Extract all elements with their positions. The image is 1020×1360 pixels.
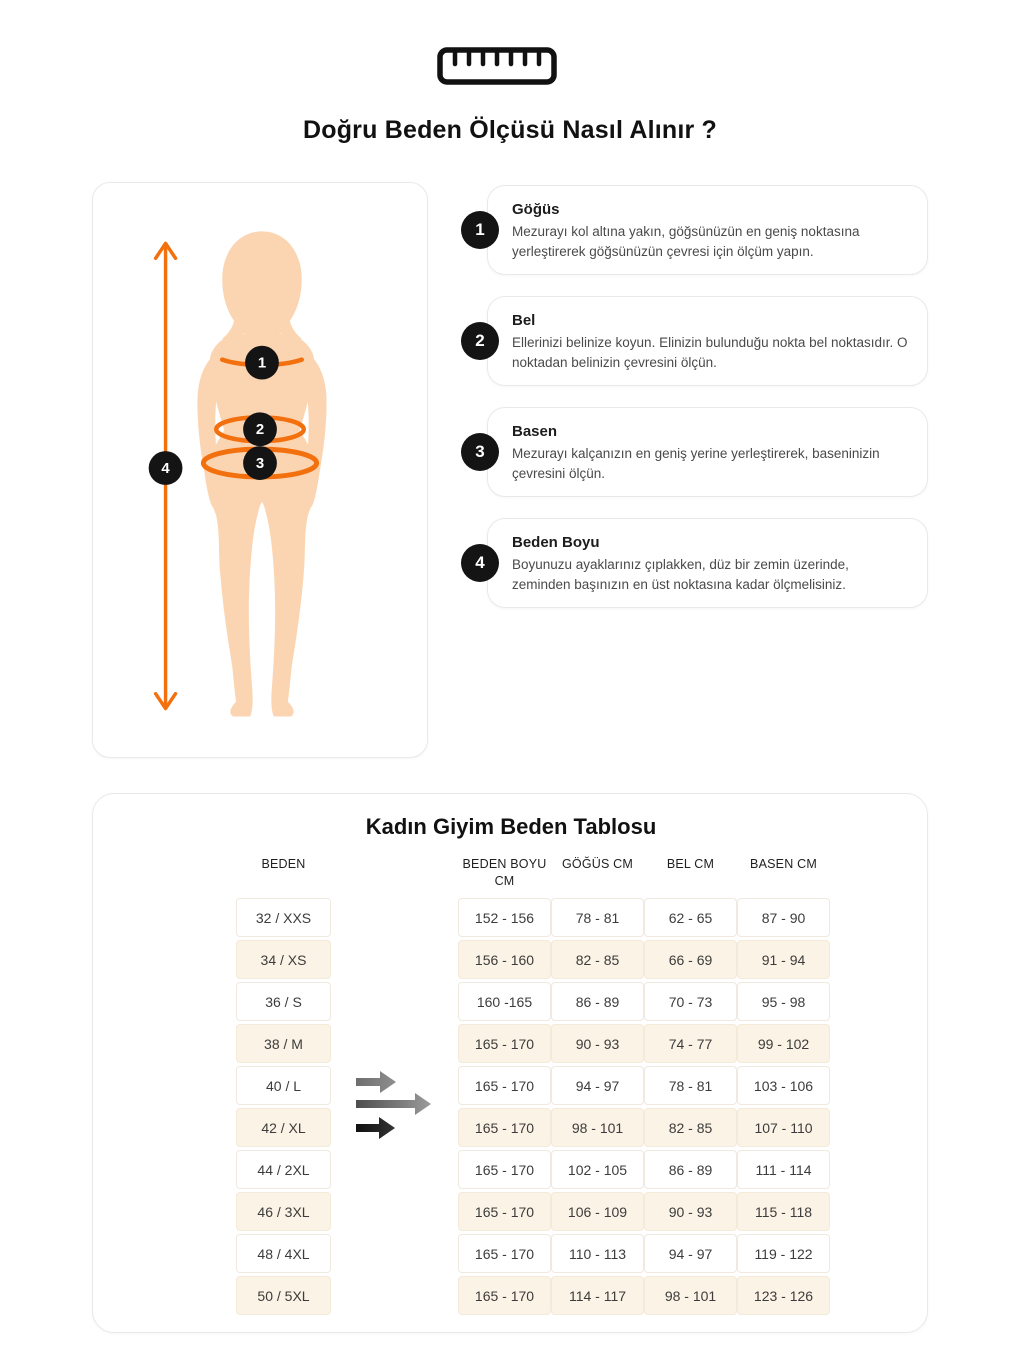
step-number-badge: 1 (461, 211, 499, 249)
size-cell-bel: 70 - 73 (644, 982, 737, 1021)
size-cell-boy: 165 - 170 (458, 1192, 551, 1231)
instruction-title: Göğüs (512, 201, 560, 218)
size-table-data-grid (458, 898, 830, 1315)
step-number-badge: 4 (461, 544, 499, 582)
size-cell-boy: 152 - 156 (458, 898, 551, 937)
svg-text:2: 2 (255, 422, 265, 439)
instruction-title: Beden Boyu (512, 534, 600, 551)
size-row-label: 32 / XXS (236, 898, 331, 937)
figure-marker-1 (245, 346, 279, 380)
instruction-title: Bel (512, 312, 536, 329)
size-highlight-arrows (351, 1064, 466, 1144)
page-title: Doğru Beden Ölçüsü Nasıl Alınır ? (302, 116, 718, 144)
size-cell-bel: 86 - 89 (644, 1150, 737, 1189)
size-cell-basen: 103 - 106 (737, 1066, 830, 1105)
size-cell-boy: 165 - 170 (458, 1276, 551, 1315)
figure-marker-2 (243, 412, 277, 446)
instruction-text: Ellerinizi belinize koyun. Elinizin bulunduğu nokta bel noktasıdır. O noktadan belinizin çevresini ölçün. (512, 335, 908, 370)
size-row-label: 40 / L (236, 1066, 331, 1105)
ruler-icon (437, 47, 557, 85)
column-header-gogus: GÖĞÜS CM (561, 857, 634, 871)
size-table-title: Kadın Giyim Beden Tablosu (365, 814, 657, 839)
size-cell-bel: 90 - 93 (644, 1192, 737, 1231)
size-cell-gogus: 90 - 93 (551, 1024, 644, 1063)
step-number-badge: 2 (461, 322, 499, 360)
size-cell-bel: 98 - 101 (644, 1276, 737, 1315)
size-cell-boy: 165 - 170 (458, 1024, 551, 1063)
size-cell-gogus: 102 - 105 (551, 1150, 644, 1189)
body-measurement-figure-card (92, 182, 428, 758)
column-header-beden-boyu: BEDEN BOYU CM (462, 857, 547, 888)
instruction-text: Boyunuzu ayaklarınız çıplakken, düz bir zemin üzerinde, zeminden başınızın en üst noktasına kadar ölçmelisiniz. (512, 557, 849, 592)
size-cell-basen: 115 - 118 (737, 1192, 830, 1231)
size-cell-gogus: 82 - 85 (551, 940, 644, 979)
instruction-card-bel (475, 296, 928, 386)
step-number-badge: 3 (461, 433, 499, 471)
size-cell-basen: 91 - 94 (737, 940, 830, 979)
size-cell-basen: 95 - 98 (737, 982, 830, 1021)
size-cell-basen: 87 - 90 (737, 898, 830, 937)
size-cell-gogus: 110 - 113 (551, 1234, 644, 1273)
size-cell-boy: 165 - 170 (458, 1108, 551, 1147)
size-cell-bel: 62 - 65 (644, 898, 737, 937)
size-cell-bel: 82 - 85 (644, 1108, 737, 1147)
arrow-short-black (356, 1117, 395, 1139)
instruction-text: Mezurayı kalçanızın en geniş yerine yerleştirerek, baseninizin çevresini ölçün. (512, 446, 880, 481)
size-row-label: 42 / XL (236, 1108, 331, 1147)
instruction-card-gogus (475, 185, 928, 275)
size-cell-boy: 165 - 170 (458, 1150, 551, 1189)
size-cell-boy: 160 -165 (458, 982, 551, 1021)
size-table-beden-col (236, 898, 331, 1315)
instruction-card-beden-boyu (475, 518, 928, 608)
size-row-label: 46 / 3XL (236, 1192, 331, 1231)
size-cell-gogus: 98 - 101 (551, 1108, 644, 1147)
size-cell-gogus: 106 - 109 (551, 1192, 644, 1231)
instruction-text: Mezurayı kol altına yakın, göğsünüzün en geniş noktasına yerleştirerek göğsünüzün çevresi için ölçüm yapın. (512, 224, 860, 259)
size-row-label: 38 / M (236, 1024, 331, 1063)
arrow-long-gray (356, 1093, 431, 1115)
size-row-label: 34 / XS (236, 940, 331, 979)
svg-text:3: 3 (255, 456, 265, 473)
size-cell-basen: 123 - 126 (737, 1276, 830, 1315)
size-cell-bel: 94 - 97 (644, 1234, 737, 1273)
size-row-label: 36 / S (236, 982, 331, 1021)
instruction-card-basen (475, 407, 928, 497)
size-cell-basen: 111 - 114 (737, 1150, 830, 1189)
column-header-bel: BEL CM (666, 857, 715, 871)
column-header-basen: BASEN CM (750, 857, 817, 871)
svg-text:4: 4 (161, 461, 170, 478)
size-cell-bel: 74 - 77 (644, 1024, 737, 1063)
size-cell-basen: 107 - 110 (737, 1108, 830, 1147)
size-table-card (92, 793, 928, 1333)
size-cell-bel: 78 - 81 (644, 1066, 737, 1105)
body-silhouette-illustration (93, 183, 427, 757)
size-cell-boy: 165 - 170 (458, 1066, 551, 1105)
size-cell-gogus: 78 - 81 (551, 898, 644, 937)
size-cell-basen: 119 - 122 (737, 1234, 830, 1273)
size-cell-basen: 99 - 102 (737, 1024, 830, 1063)
figure-marker-4 (149, 451, 183, 485)
instruction-title: Basen (512, 423, 558, 440)
size-row-label: 44 / 2XL (236, 1150, 331, 1189)
size-cell-boy: 156 - 160 (458, 940, 551, 979)
arrow-short-gray (356, 1071, 396, 1093)
size-cell-boy: 165 - 170 (458, 1234, 551, 1273)
size-cell-gogus: 114 - 117 (551, 1276, 644, 1315)
size-cell-bel: 66 - 69 (644, 940, 737, 979)
figure-marker-3 (243, 446, 277, 480)
size-cell-gogus: 94 - 97 (551, 1066, 644, 1105)
column-header-beden: BEDEN (261, 857, 306, 871)
size-row-label: 50 / 5XL (236, 1276, 331, 1315)
size-row-label: 48 / 4XL (236, 1234, 331, 1273)
svg-text:1: 1 (257, 355, 267, 372)
size-cell-gogus: 86 - 89 (551, 982, 644, 1021)
